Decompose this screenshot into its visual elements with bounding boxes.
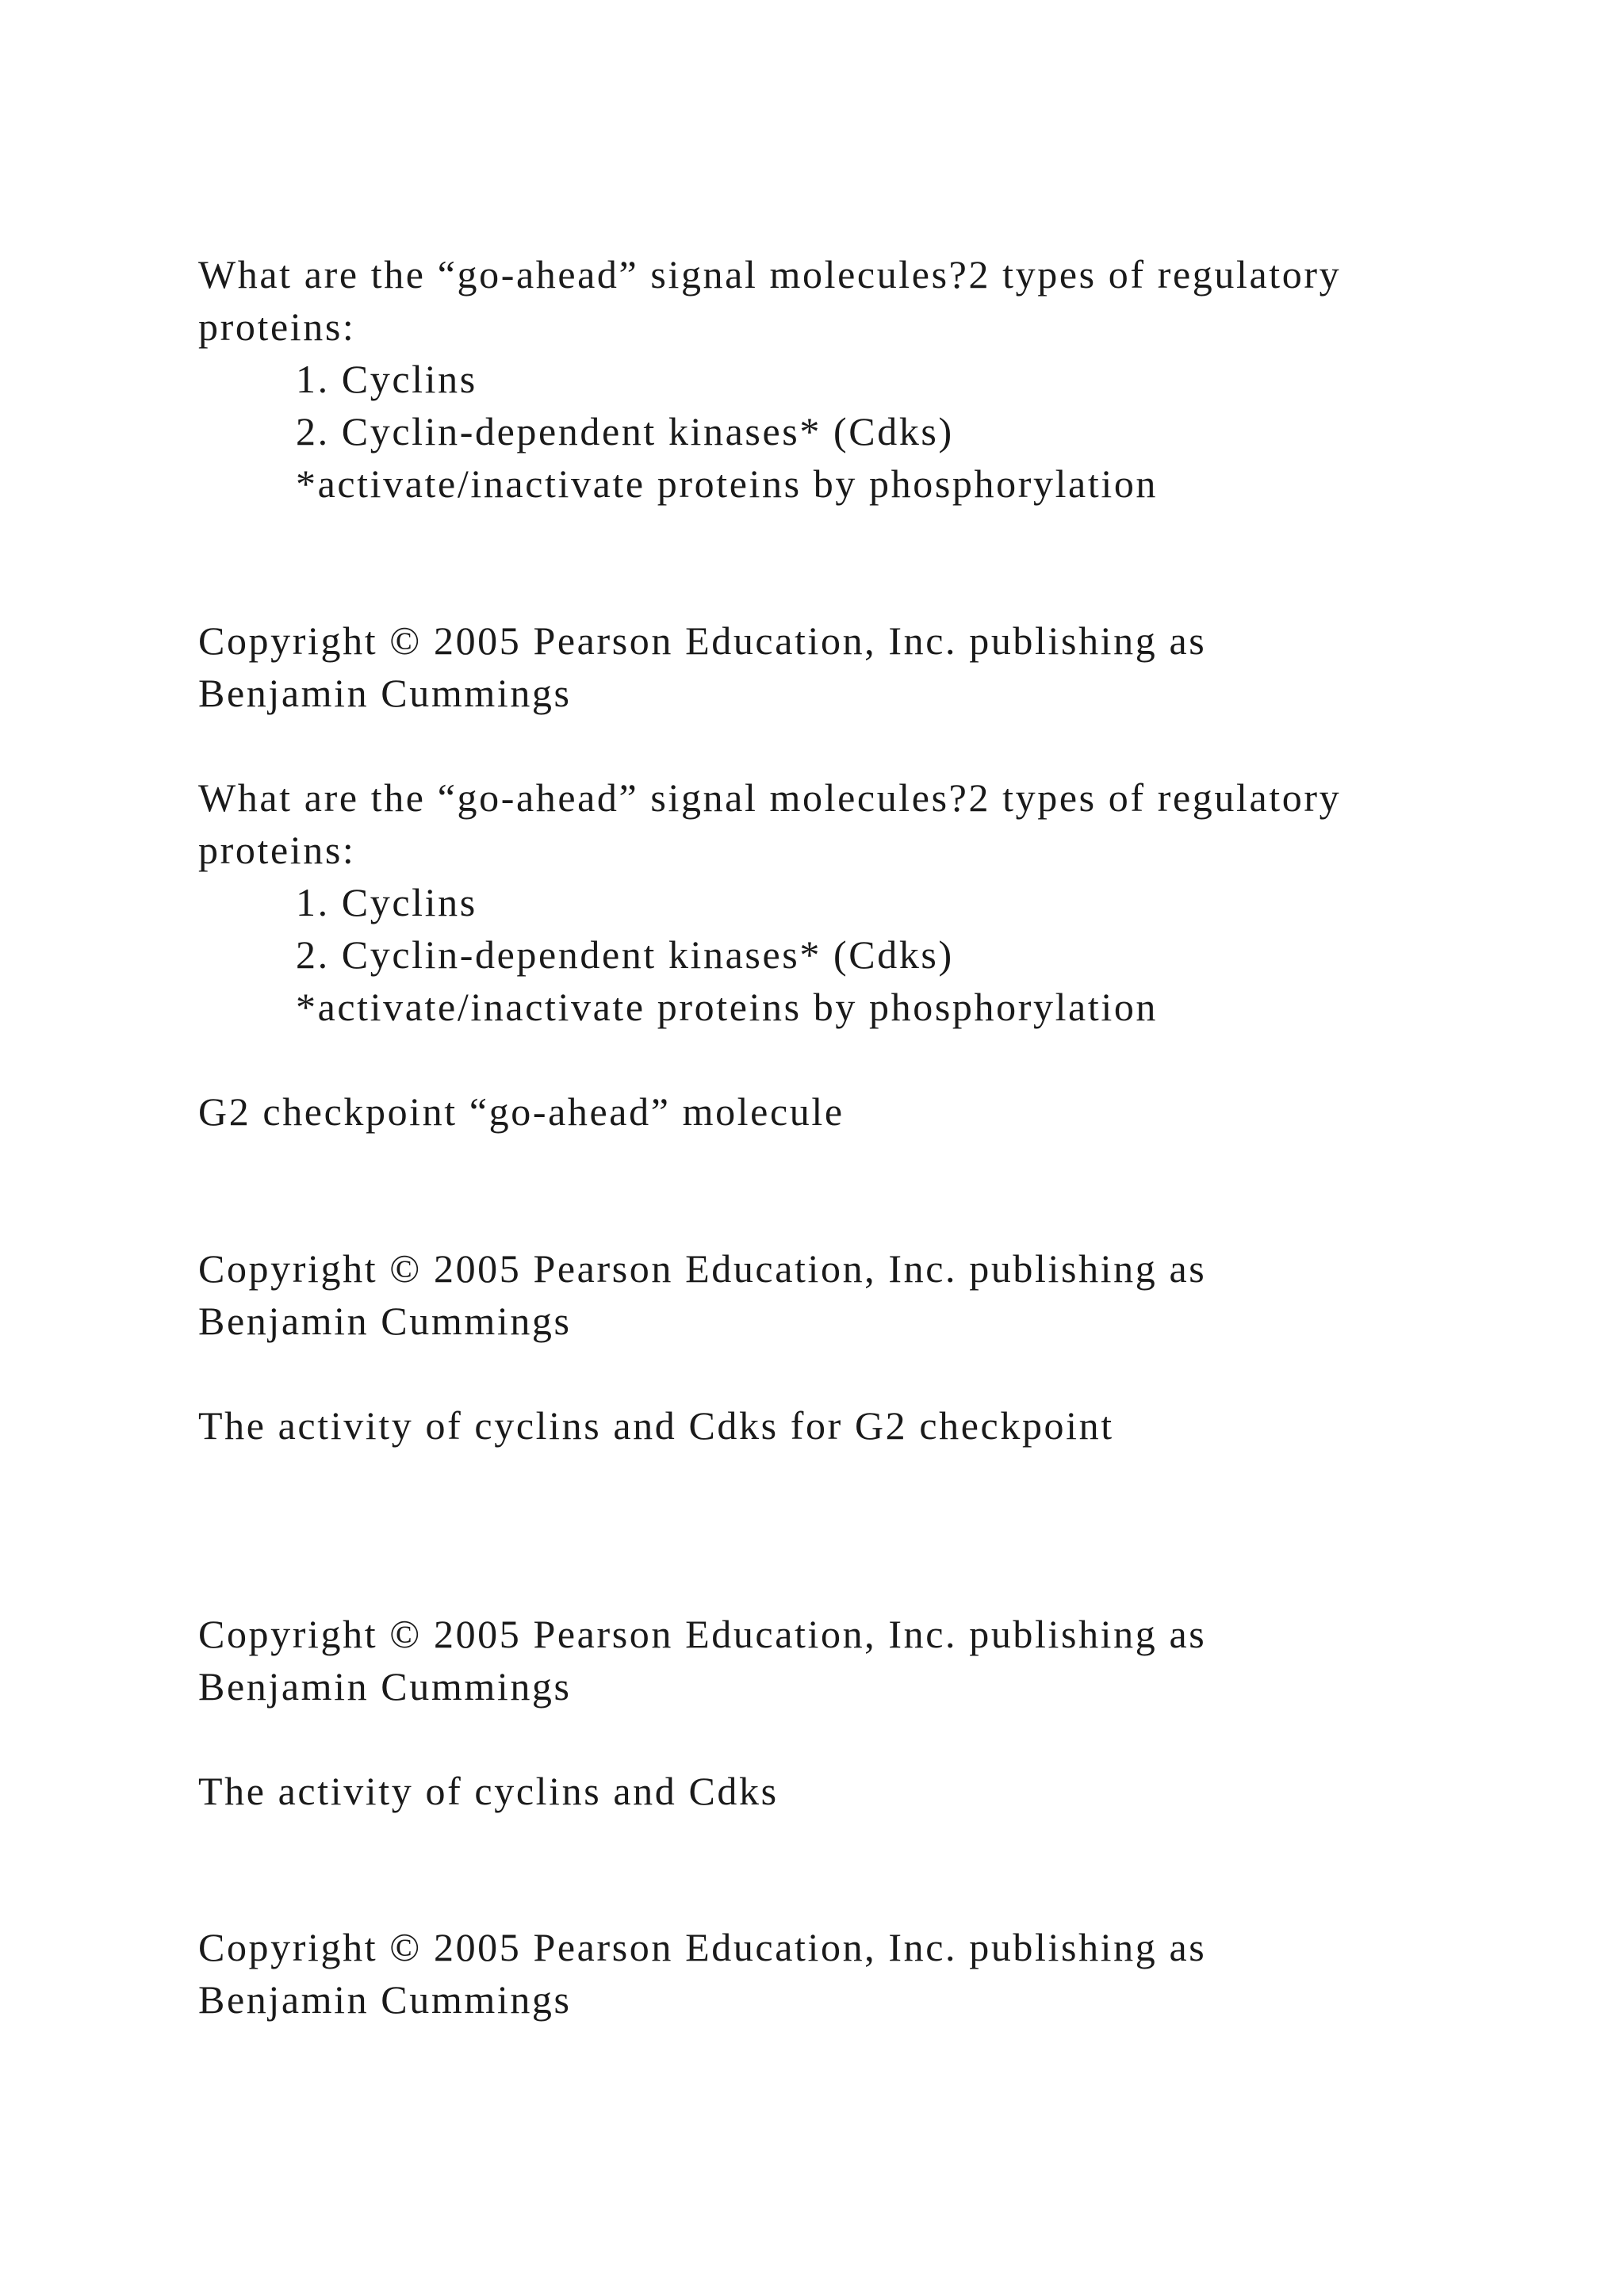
list-item: 1. Cyclins	[296, 880, 477, 924]
question-heading-line: What are the “go-ahead” signal molecules?2 types of regulatory	[198, 775, 1342, 820]
copyright-notice: Copyright © 2005 Pearson Education, Inc. publishing as	[198, 618, 1207, 663]
question-heading-line: What are the “go-ahead” signal molecules?2 types of regulatory	[198, 252, 1342, 297]
list-item: 1. Cyclins	[296, 357, 477, 401]
section-heading: The activity of cyclins and Cdks for G2 checkpoint	[198, 1403, 1114, 1448]
copyright-notice: Benjamin Cummings	[198, 1977, 572, 2022]
section-heading: G2 checkpoint “go-ahead” molecule	[198, 1089, 845, 1134]
list-note: *activate/inactivate proteins by phosphorylation	[296, 461, 1159, 506]
list-item: 2. Cyclin-dependent kinases* (Cdks)	[296, 932, 954, 977]
copyright-notice: Benjamin Cummings	[198, 671, 572, 715]
copyright-notice: Benjamin Cummings	[198, 1299, 572, 1343]
question-heading-line: proteins:	[198, 304, 356, 349]
question-heading-line: proteins:	[198, 828, 356, 872]
copyright-notice: Copyright © 2005 Pearson Education, Inc. publishing as	[198, 1246, 1207, 1291]
copyright-notice: Benjamin Cummings	[198, 1664, 572, 1709]
section-heading: The activity of cyclins and Cdks	[198, 1769, 779, 1813]
copyright-notice: Copyright © 2005 Pearson Education, Inc. publishing as	[198, 1925, 1207, 1969]
copyright-notice: Copyright © 2005 Pearson Education, Inc. publishing as	[198, 1612, 1207, 1656]
list-item: 2. Cyclin-dependent kinases* (Cdks)	[296, 409, 954, 453]
list-note: *activate/inactivate proteins by phosphorylation	[296, 985, 1159, 1029]
